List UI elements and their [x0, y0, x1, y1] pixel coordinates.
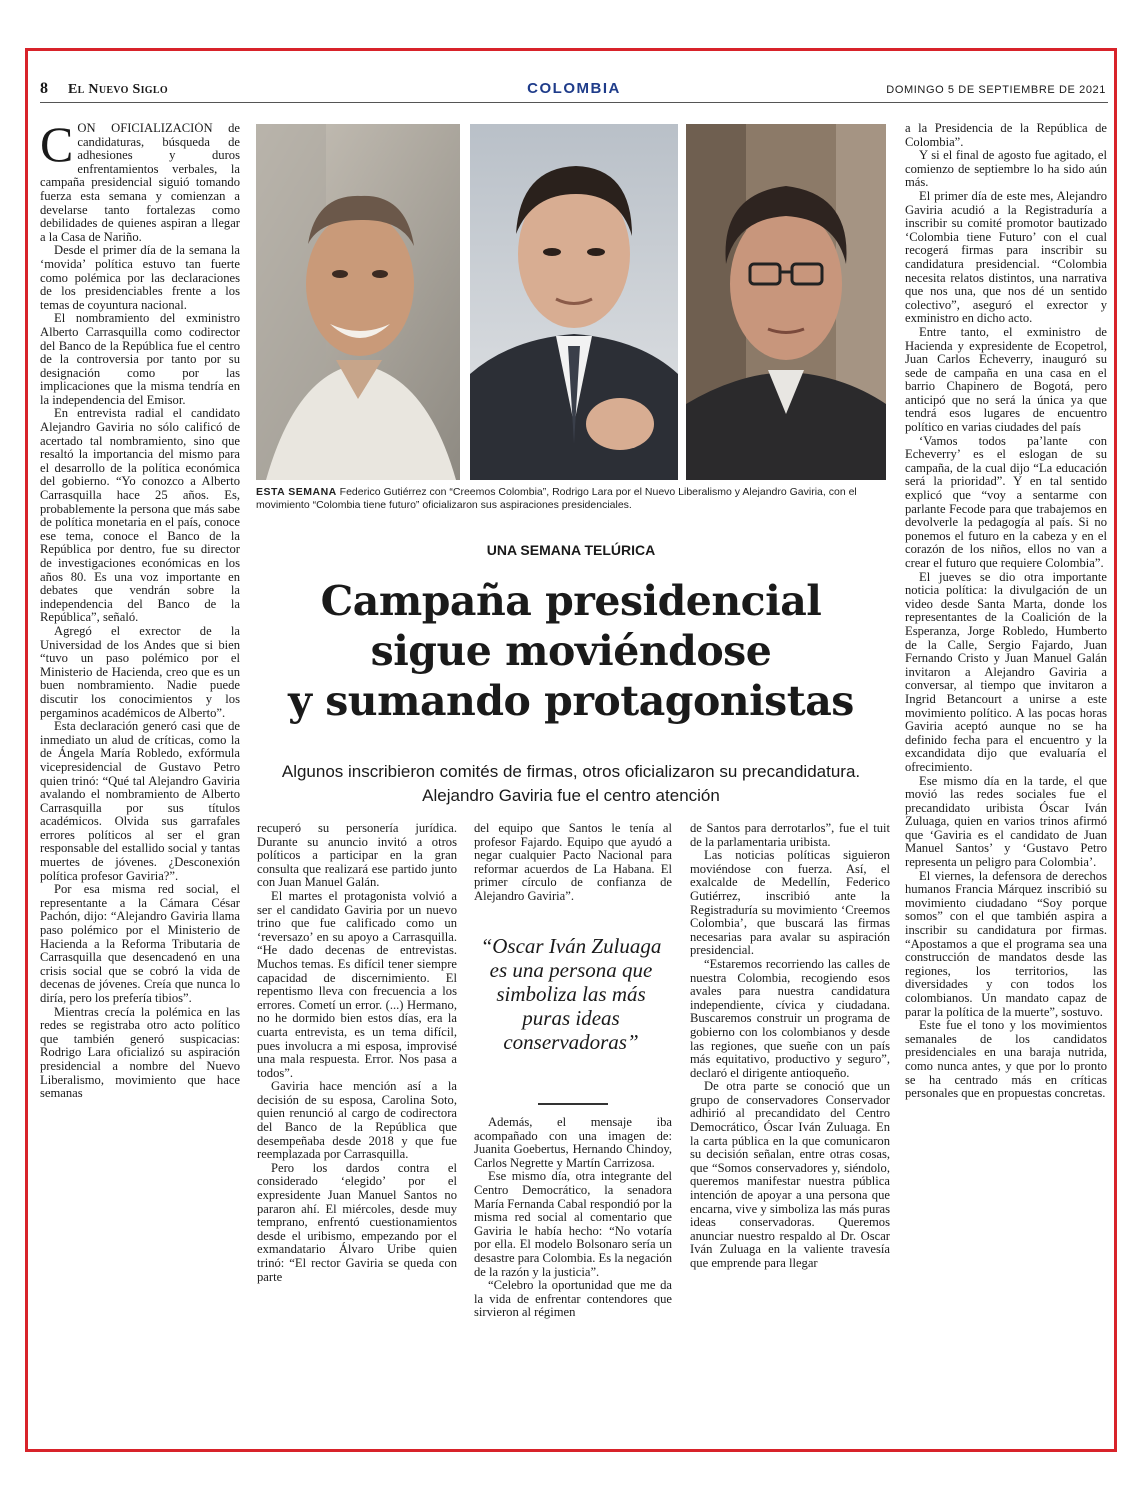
paragraph: a la Presidencia de la República de Colombia”.	[905, 122, 1107, 149]
paragraph: de Santos para derrotarlos”, fue el tuit de la parlamentaria uribista.	[690, 822, 890, 849]
lead-caps: ON OFICIALIZACIÓN	[77, 122, 213, 135]
photo-federico-gutierrez	[256, 124, 460, 480]
paragraph: Pero los dardos contra el considerado ‘elegido’ por el expresidente Juan Manuel Santos no pararon ahí. El miércoles, desde muy temprano, enfrentó cuestionamientos desde el uribismo, empezando por el exmandatario Álvaro Uribe quien trinó: “El rector Gaviria se queda con parte	[257, 1160, 457, 1284]
portrait-lara-icon	[470, 124, 678, 480]
article-deck: Algunos inscribieron comités de firmas, otros oficializaron su precandidatura. Alejandro Gaviria fue el centro atención	[281, 762, 861, 805]
paragraph: Las noticias políticas siguieron moviéndose con fuerza. Así, el exalcalde de Medellín, Federico Gutiérrez, inscribió ante la Registraduría su movimiento ‘Creemos Colombia’, que buscará las firmas necesarias para avalar su aspiración presidencial.	[690, 848, 890, 958]
candidate-photos	[256, 124, 886, 480]
lead-paragraph: CON OFICIALIZACIÓN de candidaturas, búsqueda de adhesiones y duros enfrentamientos verbales, la campaña presidencial siguió tomando fuerza esta semana y comienzan a develarse tanto fortalezas como debilidades de quienes aspiran a llegar a la Casa de Nariño.	[40, 122, 240, 244]
paragraph: Gaviria hace mención así a la decisión de su esposa, Carolina Soto, quien renunció al cargo de codirectora del Banco de la República que desempeñaba desde 2018 y que fue reemplazada por Carrasquilla.	[257, 1079, 457, 1162]
newspaper-name: El Nuevo Siglo	[68, 82, 168, 97]
caption-label: ESTA SEMANA	[256, 486, 337, 498]
paragraph: En entrevista radial el candidato Alejandro Gaviria no sólo calificó de acertado tal nombramiento, sino que resaltó la importancia del mismo para el desarrollo de la política económica del gobierno. “Yo conozco a Alberto Carrasquilla hace 25 años. Es, probablemente la persona que más sabe de política monetaria en el país, conoce ese tema, conoce el Banco de la República por dentro, fue su director de investigaciones económicas en los años 80. Es una voz importante en debates que vendrán sobre la independencia del Banco de la República”, señaló.	[40, 406, 240, 625]
paragraph: Ese mismo día, otra integrante del Centro Democrático, la senadora María Fernanda Cabal respondió por la misma red social al comentario que Gaviria le había hecho: “No votaría por ella. El modelo Bolsonaro sería un desastre para Colombia. Es la negación de la razón y la justicia”.	[474, 1169, 672, 1279]
article-column-2	[257, 822, 457, 1402]
article-column-5	[905, 122, 1107, 1402]
photo-rodrigo-lara	[470, 124, 678, 480]
paragraph: El primer día de este mes, Alejandro Gaviria acudió a la Registraduría a inscribir su comité promotor bautizado ‘Colombia tiene Futuro’ con el cual recogerá firmas para inscribir su candidatura presidencial. “Colombia necesita relatos distintos, una narrativa que nos una, que nos dé un sentido colectivo”, aseguró el exrector y exministro en dicho acto.	[905, 188, 1107, 326]
paragraph: “Estaremos recorriendo las calles de nuestra Colombia, recogiendo esos avales para nuestra candidatura independiente, cívica y ciudadana. Buscaremos construir un programa de gobierno con los colombianos y desde las regiones, que sueñe con un país más equitativo, productivo y seguro”, declaró el dirigente antioqueño.	[690, 956, 890, 1080]
paragraph: ‘Vamos todos pa’lante con Echeverry’ es el eslogan de su campaña, de la cual dijo “La educación será la prioridad”. Y en tal sentido explicó que “voy a sentarme con parlante Fecode para que trabajemos en devolverle la pedagogía al país. Si no ponemos el futuro en la cabeza y en el corazón de los niños, ellos no van a crear el futuro que requiere Colombia”.	[905, 433, 1107, 570]
drop-cap: C	[40, 122, 74, 172]
paragraph: recuperó su personería jurídica. Durante su anuncio invitó a otros políticos a participar en la gran consulta que realizará ese partido junto con Juan Manuel Galán.	[257, 822, 457, 890]
paragraph: De otra parte se conoció que un grupo de conservadores Conservador adhirió al precandidato del Centro Democrático, Óscar Iván Zuluaga. En la carta pública en la que comunicaron su decisión señalan, entre otras cosas, que “Somos conservadores y, siéndolo, queremos manifestar nuestra pública intención de apoyar a una persona que encarna, vive y simboliza las más puras ideas conservadoras. Queremos anunciar nuestro respaldo al Dr. Oscar Iván Zuluaga en la valiente travesía que emprende para llegar	[690, 1079, 890, 1270]
page-header	[40, 80, 1108, 100]
paragraph: Entre tanto, el exministro de Hacienda y expresidente de Ecopetrol, Juan Carlos Echeverry, inauguró su sede de campaña en una casa en el barrio Chapinero de Bogotá, pero anticipó que no será la única ya que tendrá esos lugares de encuentro político en varias ciudades del país	[905, 324, 1107, 435]
paragraph: Esta declaración generó casi que de inmediato un alud de críticas, como la de Ángela María Robledo, exfórmula vicepresidencial de Gustavo Petro quien trinó: “Qué tal Alejandro Gaviria avalando el nombramiento de Alberto Carrasquilla por sus títulos académicos. Olvida sus garrafales errores políticos al ser el gran responsable del estallido social y tantas muertes de jóvenes. ¿Desconexión política profesor Gaviria?”.	[40, 719, 240, 883]
article-headline: Campaña presidencial sigue moviéndose y sumando protagonistas	[288, 577, 854, 725]
portrait-gaviria-icon	[686, 124, 886, 480]
paragraph: “Celebro la oportunidad que me da la vida de enfrentar contendores que sirvieron al régimen	[474, 1278, 672, 1320]
paragraph: Este fue el tono y los movimientos semanales de los candidatos presidenciales en una baraja nutrida, como nunca antes, y que por lo pronto se ha centrado más en críticas personales que en propuestas concretas.	[905, 1018, 1107, 1101]
pull-quote-rule	[538, 1103, 608, 1105]
article-kicker: UNA SEMANA TELÚRICA	[486, 542, 656, 558]
paragraph: Mientras crecía la polémica en las redes se registraba otro acto político que también generó suspicacias: Rodrigo Lara oficializó su aspiración presidencial a nombre del Nuevo Liberalismo, movimiento que hace semanas	[40, 1004, 240, 1101]
paragraph: El nombramiento del exministro Alberto Carrasquilla como codirector del Banco de la República fue el centro de la controversia por tanto por su designación como por las implicaciones que la misma tendría en la independencia del Emisor.	[40, 311, 240, 407]
paragraph: El viernes, la defensora de derechos humanos Francia Márquez inscribió su movimiento ciudadano “Soy porque somos” con el que también aspira a inscribir su candidatura por firmas. “Apostamos a que el programa sea una construcción de mandatos desde las regiones, los territorios, las diversidades y con todos los colombianos. Un mandato capaz de parar la política de la muerte”, sostuvo.	[905, 868, 1107, 1019]
paragraph: Desde el primer día de la semana la ‘movida’ política estuvo tan fuerte como polémica por las declaraciones de los presidenciables frente a los temas de coyuntura nacional.	[40, 243, 240, 312]
header-rule	[40, 102, 1108, 103]
page-number: 8	[40, 80, 48, 97]
article-column-3-bottom	[474, 1116, 672, 1402]
photo-caption	[256, 486, 888, 512]
paragraph: Además, el mensaje iba acompañado con una imagen de: Juanita Goebertus, Hernando Chindoy, Carlos Negrette y Martín Carrizosa.	[474, 1116, 672, 1170]
portrait-gutierrez-icon	[256, 124, 460, 480]
paragraph: Ese mismo día en la tarde, el que movió las redes sociales fue el precandidato uribista Óscar Iván Zuluaga, quien en varios trinos afirmó que ‘Gaviria es el candidato de Juan Manuel Santos’ y ‘Gustavo Petro representa un peligro para Colombia’.	[905, 773, 1107, 870]
article-column-3-top	[474, 822, 672, 922]
section-name: COLOMBIA	[527, 80, 621, 97]
article-column-1	[40, 122, 240, 1402]
article-column-4	[690, 822, 890, 1402]
caption-text: Federico Gutiérrez con “Creemos Colombia”, Rodrigo Lara por el Nuevo Liberalismo y Alejandro Gaviria, con el movimiento “Colombia tiene futuro” oficializaron sus aspiraciones presidenciales.	[256, 486, 857, 511]
pull-quote: “Oscar Iván Zuluaga es una persona que simboliza las más puras ideas conservadoras”	[480, 934, 662, 1054]
issue-date: DOMINGO 5 DE SEPTIEMBRE DE 2021	[886, 84, 1106, 96]
photo-alejandro-gaviria	[686, 124, 886, 480]
paragraph: El martes el protagonista volvió a ser el candidato Gaviria por un nuevo trino que fue calificado como un ‘reversazo’ en su apoyo a Carrasquilla. “He dado decenas de entrevistas. Muchos temas. Es difícil tener siempre capacidad de discernimiento. El repentismo lleva con frecuencia a los errores. Cometí un error. (...) Hermano, no he dormido bien estos días, era la cuarta entrevista, es un tema difícil, pues involucra a mi esposa, improvisé una mala respuesta. Error. Nos pasa a todos”.	[257, 888, 457, 1080]
paragraph: Y si el final de agosto fue agitado, el comienzo de septiembre lo ha sido aún más.	[905, 148, 1107, 190]
paragraph: del equipo que Santos le tenía al profesor Fajardo. Equipo que ayudó a negar cualquier Pacto Nacional para reformar acuerdos de La Habana. El primer círculo de confianza de Alejandro Gaviria”.	[474, 822, 672, 903]
paragraph: Por esa misma red social, el representante a la Cámara César Pachón, dijo: “Alejandro Gaviria llama paso polémico por el Ministerio de Hacienda a la Reforma Tributaria de Carrasquilla que desencadenó en una crisis social que se cobró la vida de decenas de jóvenes. Creía que nunca lo diría, pero los prefería tibios”.	[40, 882, 240, 1005]
paragraph: El jueves se dio otra importante noticia política: la divulgación de un video desde Santa Marta, donde los representantes de la Coalición de la Esperanza, Jorge Robledo, Humberto de la Calle, Sergio Fajardo, Juan Fernando Cristo y Juan Manuel Galán invitaron a Alejandro Gaviria a conversar, al tiempo que invitaron a Ingrid Betancourt a unirse a este movimiento político. A las pocas horas Gaviria aceptó aunque no se ha definido fecha para el encuentro y la excandidata dijo que evaluaría el ofrecimiento.	[905, 569, 1107, 774]
paragraph: Agregó el exrector de la Universidad de los Andes que si bien “tuvo un paso polémico por el Ministerio de Hacienda, creo que es un buen nombramiento. Nadie puede discutir los conocimientos y los pergaminos académicos de Alberto”.	[40, 623, 240, 720]
